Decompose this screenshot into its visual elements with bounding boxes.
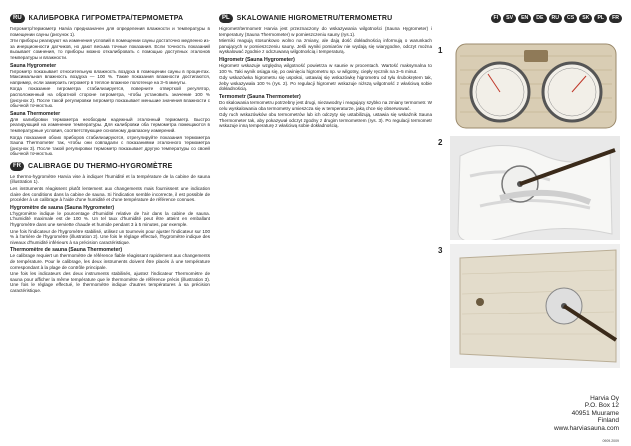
pl-intro2: Mierniki reagują stosunkowo wolno na zmiany, ale dają dość dokładnością informują o warunkach panujących w pomieszczeniu sauny. Jeśli wyniki pomiarów nie wydają się wiarygodne, odczyt można wyskalować zgodnie z odczuwaną wilgotnością i temperaturą.: [219, 38, 432, 55]
column-middle: [219, 14, 432, 130]
language-badge-pl: PL: [594, 14, 607, 23]
pl-badge: PL: [219, 14, 233, 23]
fr-thermometer-p2: Une fois les indicateurs des deux instruments stabilisés, ajustez l'indicateur Thermomètre de sauna pour afficher la même température que le thermomètre de référence précis (illustration 3). Une fois le réglage effectué, le thermomètre indique d'autres températures à sa précision caractéristique.: [10, 271, 210, 293]
ru-thermometer-p2: Когда показания обоих приборов стабилизируются, отрегулируйте показания термометра Sauna Thermometer так, чтобы они совпадали с показаниями эталонного термометра (рисунок 3). После такой регулировки термометр показывает другую температуры со своей обычной точностью.: [10, 134, 210, 157]
ru-header: [10, 14, 210, 23]
pl-title: SKALOWANIE HIGROMETRU/TERMOMETRU: [236, 15, 393, 22]
figure-2: [440, 136, 620, 240]
figure-3-number: 3: [438, 246, 443, 255]
pl-intro: Higrometr/termometr Harvia jest przeznaczony do wskazywania wilgotności (Sauna Hygrometer) i temperatury (Sauna Thermometer) w pomieszczeniu sauny (rys.1).: [219, 26, 432, 37]
fr-title: CALIBRAGE DU THERMO-HYGROMÈTRE: [28, 162, 173, 170]
fr-hygrometer-p1: L'hygromètre indique le pourcentage d'humidité relative de l'air dans la cabine de sauna. L'humidité maximale est de 100 %. Un tel taux d'humidité peut être atteint en emballant l'hygromètre dans une serviette chaude et humide pendant 3 à 5 minutes, par exemple.: [10, 210, 210, 228]
ru-intro: Гигрометр/термометр Harvia предназначен для определения влажности и температуры в помещении сауны (рисунок 1).: [10, 26, 210, 37]
pl-thermometer-p2: Gdy ruch wskazówków obu termometrów lub ich odczyty się ustabilizują, ustawia się wskaźnik Sauna Thermometer tak, aby pokazywał odczyt zgodny z drugim termometrem (rys. 3). Po regulacji termometr wskazuje inną temperaturę z właściwą sobie dokładnością.: [219, 112, 432, 129]
language-badge-cs: CS: [564, 14, 577, 23]
figure-1-number: 1: [438, 46, 443, 55]
language-badge-fr: FR: [609, 14, 622, 23]
figure-2-number: 2: [438, 138, 443, 147]
ru-title: КАЛИБРОВКА ГИГРОМЕТРА/ТЕРМОМЕТРА: [28, 15, 184, 22]
language-bar: [440, 14, 622, 23]
ru-hygrometer-p2: Когда показание гигрометра стабилизируется, поверните отверткой регулятор, расположенный на обратной стороне гигрометра, чтобы установить значение 100 % (рисунок 2). После такой регулировки гигрометр показывает меньшие значения влажности с обычной точностью.: [10, 86, 210, 109]
language-badge-sk: SK: [579, 14, 592, 23]
figure-3: [440, 244, 620, 368]
language-badge-ru: RU: [549, 14, 563, 23]
ru-thermometer-p1: Для калибровки термометра необходим надежный эталонный термометр. Быстро реагирующий на изменение температуры. Для калибровки оба термометра помещаются в температурные условия, соответствующие основному диапазону измерений.: [10, 116, 210, 133]
fr-header: [10, 162, 210, 171]
pl-hygrometer-p1: Higrometr wskazuje względną wilgotność powietrza w saunie w procentach. Wartość maksymalna to 100 %. Taki wynik osiąga się, po owinięciu higrometru np. w wilgotny, ciepły ręcznik na 3–5 minut.: [219, 62, 432, 74]
fr-thermometer-title: Thermomètre de sauna (Sauna Thermometer): [10, 247, 123, 254]
hygrometer-thermometer-illustration: [440, 40, 620, 132]
fr-intro2: Les instruments réagissent plutôt lentement aux changements mais fournissent une indication claire des conditions dans la cabine de sauna. Si l'indication semble incorrecte, il est possible de procéder à un calibrage à l'aide d'une humidité et d'une température de référence connues.: [10, 186, 210, 203]
figure-1: [440, 40, 620, 132]
language-badge-de: DE: [533, 14, 546, 23]
language-badge-en: EN: [518, 14, 531, 23]
fr-intro: Le thermo-hygromètre Harvia vise à indiquer l'humidité et la température de la cabine de sauna (illustration 1).: [10, 173, 210, 185]
fr-badge: FR: [10, 162, 24, 171]
ru-intro2: Эти приборы реагируют на изменения условий в помещении сауны достаточно медленно из-за инерционности датчиков, но дают весьма точные показания. Если точность показаний вызывает сомнения, то приборы можно откалибровать с помощью доступных эталонов температуры и влажности.: [10, 38, 210, 60]
towel-calibration-photo: [440, 136, 620, 240]
company-address: [554, 395, 619, 432]
pl-thermometer-p1: Do skalowania termometru potrzebny jest drugi, niezawodny i reagujący szybko na zmiany termometr. W celu wyskalowania oba termometry umieszcza się w temperaturze, jaką chce się obserwować.: [219, 99, 432, 111]
fr-hygrometer-title: Hygromètre de sauna (Sauna Hygrometer): [10, 204, 115, 211]
ru-badge: RU: [10, 14, 25, 23]
ru-thermometer-title: Sauna Thermometer: [10, 110, 61, 117]
column-right: [440, 14, 625, 446]
footer-city: 40951 Muurame: [571, 409, 619, 417]
column-left: [10, 14, 210, 295]
pl-hygrometer-title: Higrometr (Sauna Hygrometer): [219, 56, 295, 63]
ru-hygrometer-title: Sauna Hygrometer: [10, 62, 57, 69]
fr-hygrometer-p2: Une fois l'indicateur de l'hygromètre stabilisé, utilisez un tournevis pour ajuster l'indicateur sur 100 % à l'arrière de l'hygromètre (illustration 2). Une fois le réglage effectué, l'hygromètre indique des niveaux d'humidité inférieurs à sa précision caractéristique.: [10, 228, 210, 245]
pl-thermometer-title: Termometr (Sauna Thermometer): [219, 93, 301, 100]
pl-header: [219, 14, 432, 23]
language-badge-sv: SV: [503, 14, 516, 23]
ru-hygrometer-p1: Гигрометр показывает относительную влажность воздуха в помещении сауны в процентах. Максимальная влажность воздуха — 100 %. Такие показания влажности достигаются, например, если замерзить гигрометр в теплое влажное полотенце на 3–5 минуты.: [10, 68, 210, 85]
pl-hygrometer-p2: Gdy wskazówka higrometru się uspokoi, ustawiaj się wskazówkę higrometru od tyłu śrubokrętem tak, żeby wskazywała 100 % (rys. 2). Po regulacji higrometr wskazuje niższą wilgotność z właściwą sobie dokładnością.: [219, 75, 432, 92]
document-code: 0909.2009: [602, 439, 619, 443]
footer-country: Finland: [597, 417, 619, 425]
footer-pobox: P.O. Box 12: [584, 402, 619, 410]
footer-company: Harvia Oy: [590, 394, 619, 402]
footer-website[interactable]: www.harviasauna.com: [553, 424, 619, 432]
thermometer-adjustment-photo: [440, 244, 620, 368]
fr-thermometer-p1: Le calibrage requiert un thermomètre de référence fiable réagissant rapidement aux changements de température. Pour le calibrage, les deux instruments doivent être placés à une température correspondant à la plage de contrôle principale.: [10, 253, 210, 270]
language-badge-fi: FI: [491, 14, 502, 23]
